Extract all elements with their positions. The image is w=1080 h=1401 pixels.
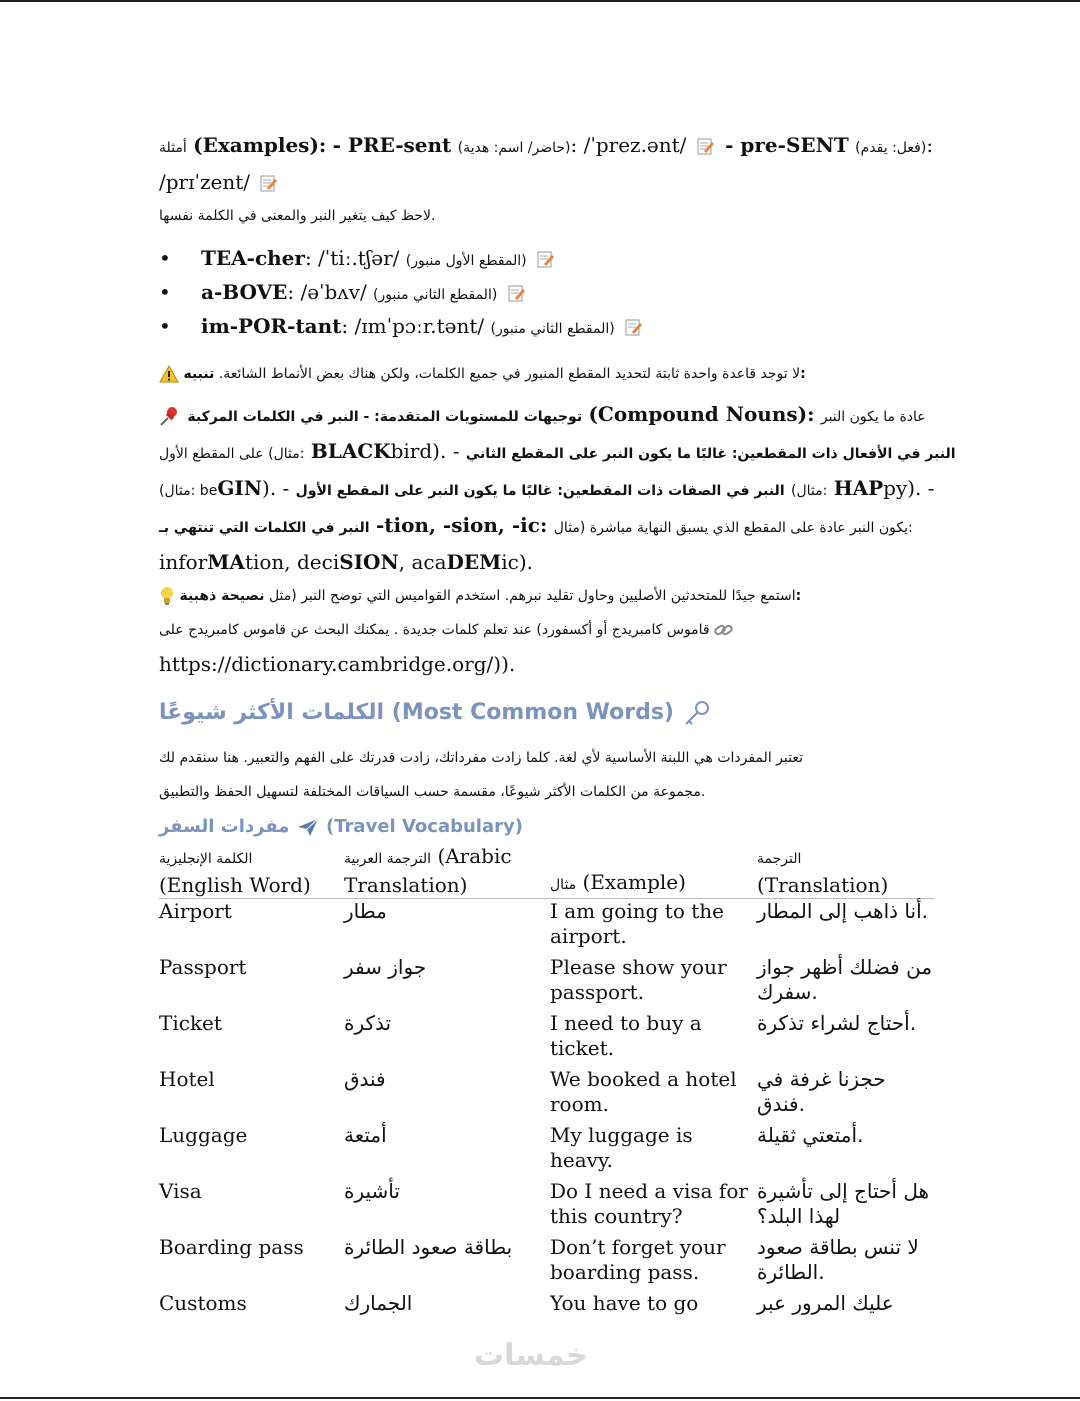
column-header-translation	[757, 843, 934, 899]
cell-arabic: فندق	[344, 1067, 386, 1091]
column-header-example	[550, 843, 757, 899]
heading-en: (Travel Vocabulary)	[326, 816, 523, 837]
cell-english: Boarding pass	[159, 1235, 304, 1259]
cell-example: My luggage is heavy.	[550, 1123, 693, 1172]
cell-english: Customs	[159, 1291, 247, 1315]
advanced-text: , aca	[398, 550, 447, 574]
advanced-text: على المقطع الأول (مثال:	[159, 446, 305, 462]
tip-text: استمع جيدًا للمتحدثين الأصليين وحاول تقليد نبرهم. استخدم القواميس التي توضح النبر (مثل	[268, 588, 796, 604]
example-stress-bold: DEM	[446, 550, 502, 574]
edit-note-icon	[260, 174, 278, 192]
cell-english: Visa	[159, 1179, 202, 1203]
cell-example: You have to go	[550, 1291, 699, 1315]
heading-ar: مفردات السفر	[159, 816, 290, 837]
bullet-word: TEA-cher	[201, 246, 305, 270]
lightbulb-icon	[159, 586, 175, 606]
cell-arabic: الجمارك	[344, 1291, 413, 1315]
advanced-text: عادة ما يكون النبر	[820, 409, 926, 425]
examples-line: أمثلة (Examples): - PRE-sent (حاضر/ اسم: هدية): /ˈprez.ənt/ - pre-SENT (فعل: يقدم):	[159, 133, 934, 157]
bullet-word: im-POR-tant	[201, 314, 342, 338]
advanced-title-en: (Compound Nouns):	[588, 402, 815, 426]
cell-example: Don’t forget your boarding pass.	[550, 1235, 726, 1284]
examples-line-2	[159, 165, 934, 199]
advanced-line-4	[159, 508, 934, 545]
bullet-ipa: : /ˈtiː.tʃər/	[304, 246, 400, 270]
examples-note-text: لاحظ كيف يتغير النبر والمعنى في الكلمة نفسها.	[159, 208, 436, 224]
common-words-intro-2	[159, 775, 934, 809]
stress-bullet-list	[159, 243, 934, 345]
common-words-intro-1	[159, 741, 934, 775]
advanced-text: tion, deci	[244, 550, 340, 574]
suffix-list: -tion, -sion, -ic:	[375, 513, 548, 537]
cell-translation: حجزنا غرفة في فندق.	[757, 1067, 886, 1116]
present-verb-word: - pre-SENT	[725, 133, 849, 157]
cell-arabic: جواز سفر	[344, 955, 427, 979]
table-row	[159, 1123, 934, 1179]
bullet-note: (المقطع الأول منبور)	[405, 253, 527, 269]
intro-text: مجموعة من الكلمات الأكثر شيوعًا، مقسمة حسب السياقات المختلفة لتسهيل الحفظ والتطبيق.	[159, 784, 706, 800]
cell-translation: من فضلك أظهر جواز سفرك.	[757, 955, 933, 1004]
advanced-title-ar: توجيهات للمستويات المتقدمة: - النبر في الكلمات المركبة	[187, 409, 583, 425]
edit-note-icon	[508, 284, 526, 302]
example-stress-bold: HAP	[833, 476, 884, 500]
cell-english: Hotel	[159, 1067, 215, 1091]
tip-label: نصيحة ذهبية:	[179, 588, 802, 604]
edit-note-icon	[537, 250, 555, 268]
cell-arabic: مطار	[344, 899, 387, 923]
bullet-note: (المقطع الثاني منبور)	[490, 321, 615, 337]
cell-translation: أحتاج لشراء تذكرة.	[757, 1011, 917, 1035]
advanced-line-5	[159, 545, 934, 579]
cell-arabic: تذكرة	[344, 1011, 392, 1035]
advanced-text: (مثال: be	[159, 483, 218, 499]
warning-line	[159, 357, 934, 391]
advanced-text: py). -	[883, 476, 935, 500]
header-ar: الكلمة الإنجليزية	[159, 851, 253, 867]
warning-text: لا توجد قاعدة واحدة ثابتة لتحديد المقطع المنبور في جميع الكلمات، ولكن هناك بعض الأنماط الشائعة.	[218, 366, 801, 382]
cell-arabic: أمتعة	[344, 1123, 387, 1147]
key-icon	[682, 698, 712, 728]
page-bottom-border	[0, 1397, 1080, 1399]
cambridge-dictionary-link[interactable]: https://dictionary.cambridge.org/)).	[159, 652, 516, 676]
cell-arabic: تأشيرة	[344, 1179, 400, 1203]
present-noun-ipa: : /ˈprez.ənt/	[570, 133, 687, 157]
list-item	[159, 243, 934, 277]
bullet-word: a-BOVE	[201, 280, 288, 304]
cell-translation: عليك المرور عبر	[757, 1291, 894, 1315]
edit-note-icon	[697, 137, 715, 155]
present-noun-word: - PRE-sent	[332, 133, 452, 157]
table-row	[159, 1179, 934, 1235]
cell-example: We booked a hotel room.	[550, 1067, 737, 1116]
heading-ar: الكلمات الأكثر شيوعًا	[159, 700, 385, 725]
tip-url-line	[159, 647, 934, 681]
advanced-text: bird). -	[390, 439, 460, 463]
table-row	[159, 1235, 934, 1291]
header-en: (Example)	[582, 870, 686, 894]
airplane-icon	[296, 816, 320, 838]
tip-text: قاموس كامبريدج أو أكسفورد) عند تعلم كلمات جديدة . يمكنك البحث عن قاموس كامبريدج على	[159, 622, 710, 638]
pushpin-icon	[159, 405, 181, 427]
advanced-line-2	[159, 434, 956, 471]
cell-translation: أمتعتي ثقيلة.	[757, 1123, 864, 1147]
document-body	[159, 128, 956, 1322]
intro-text: تعتبر المفردات هي اللبنة الأساسية لأي لغة. كلما زادت مفرداتك، زادت قدرتك على الفهم والتعبير. هنا سنقدم لك	[159, 750, 803, 766]
header-en: (Translation)	[757, 873, 889, 897]
tip-line-1	[159, 579, 934, 613]
warning-label: تنبيه:	[183, 366, 806, 382]
example-stress-bold: SION	[339, 550, 399, 574]
cell-english: Airport	[159, 899, 232, 923]
present-verb-ipa: /prɪˈzent/	[159, 170, 251, 194]
cell-example: Do I need a visa for this country?	[550, 1179, 748, 1228]
header-en: (Arabic	[437, 844, 512, 868]
header-en: (English Word)	[159, 873, 311, 897]
cell-english: Ticket	[159, 1011, 222, 1035]
column-header-english	[159, 843, 344, 899]
advanced-text: النبر في الأفعال ذات المقطعين: غالبًا ما يكون النبر على المقطع الثاني	[465, 446, 956, 462]
cell-example: I need to buy a ticket.	[550, 1011, 702, 1060]
tip-line-2	[159, 613, 934, 647]
advanced-text: ). -	[262, 476, 290, 500]
travel-vocabulary-table	[159, 843, 934, 1322]
watermark-logo: خمسات	[474, 1338, 588, 1373]
examples-label-ar: أمثلة	[159, 140, 187, 156]
bullet-ipa: : /əˈbʌv/	[287, 280, 367, 304]
advanced-text: (مثال:	[790, 483, 828, 499]
column-header-arabic	[344, 843, 550, 899]
heading-en: (Most Common Words)	[391, 700, 674, 725]
link-icon	[714, 621, 734, 639]
section-heading-common-words	[159, 693, 934, 733]
example-stress-bold: BLACK	[310, 439, 391, 463]
examples-label-en: (Examples):	[193, 133, 327, 157]
table-row	[159, 1011, 934, 1067]
list-item	[159, 311, 934, 345]
example-stress-bold: GIN	[217, 476, 263, 500]
advanced-text: ic).	[501, 550, 534, 574]
header-ar: مثال	[550, 877, 577, 893]
advanced-text: النبر في الصفات ذات المقطعين: غالبًا ما يكون النبر على المقطع الأول	[295, 483, 785, 499]
cell-example: Please show your passport.	[550, 955, 727, 1004]
example-stress-bold: MA	[207, 550, 245, 574]
advanced-text: يكون النبر عادة على المقطع الذي يسبق النهاية مباشرة (مثال:	[553, 520, 913, 536]
examples-note	[159, 199, 934, 233]
cell-english: Luggage	[159, 1123, 248, 1147]
header-ar: الترجمة	[757, 851, 802, 867]
edit-note-icon	[625, 318, 643, 336]
table-row	[159, 1291, 934, 1322]
header-ar: الترجمة العربية	[344, 851, 432, 867]
warning-icon	[159, 365, 179, 383]
table-row	[159, 955, 934, 1011]
cell-translation: هل أحتاج إلى تأشيرة لهذا البلد؟	[757, 1179, 930, 1228]
cell-translation: لا تنس بطاقة صعود الطائرة.	[757, 1235, 919, 1284]
bullet-note: (المقطع الثاني منبور)	[373, 287, 498, 303]
cell-example: I am going to the airport.	[550, 899, 724, 948]
page-top-border	[0, 0, 1080, 2]
present-noun-pos: (حاضر/ اسم: هدية)	[457, 140, 571, 156]
cell-english: Passport	[159, 955, 247, 979]
header-en: Translation)	[344, 873, 468, 897]
cell-translation: أنا ذاهب إلى المطار.	[757, 899, 928, 923]
table-row	[159, 899, 934, 956]
section-heading-travel	[159, 811, 934, 843]
cell-arabic: بطاقة صعود الطائرة	[344, 1235, 513, 1259]
advanced-line-3	[159, 471, 934, 508]
present-verb-pos: (فعل: يقدم)	[855, 140, 927, 156]
table-row	[159, 1067, 934, 1123]
table-header-row	[159, 843, 934, 899]
advanced-text: النبر في الكلمات التي تنتهي بـ	[159, 520, 370, 536]
advanced-text: infor	[159, 550, 208, 574]
list-item	[159, 277, 934, 311]
advanced-line-1	[159, 397, 934, 434]
bullet-ipa: : /ɪmˈpɔːr.tənt/	[341, 314, 485, 338]
